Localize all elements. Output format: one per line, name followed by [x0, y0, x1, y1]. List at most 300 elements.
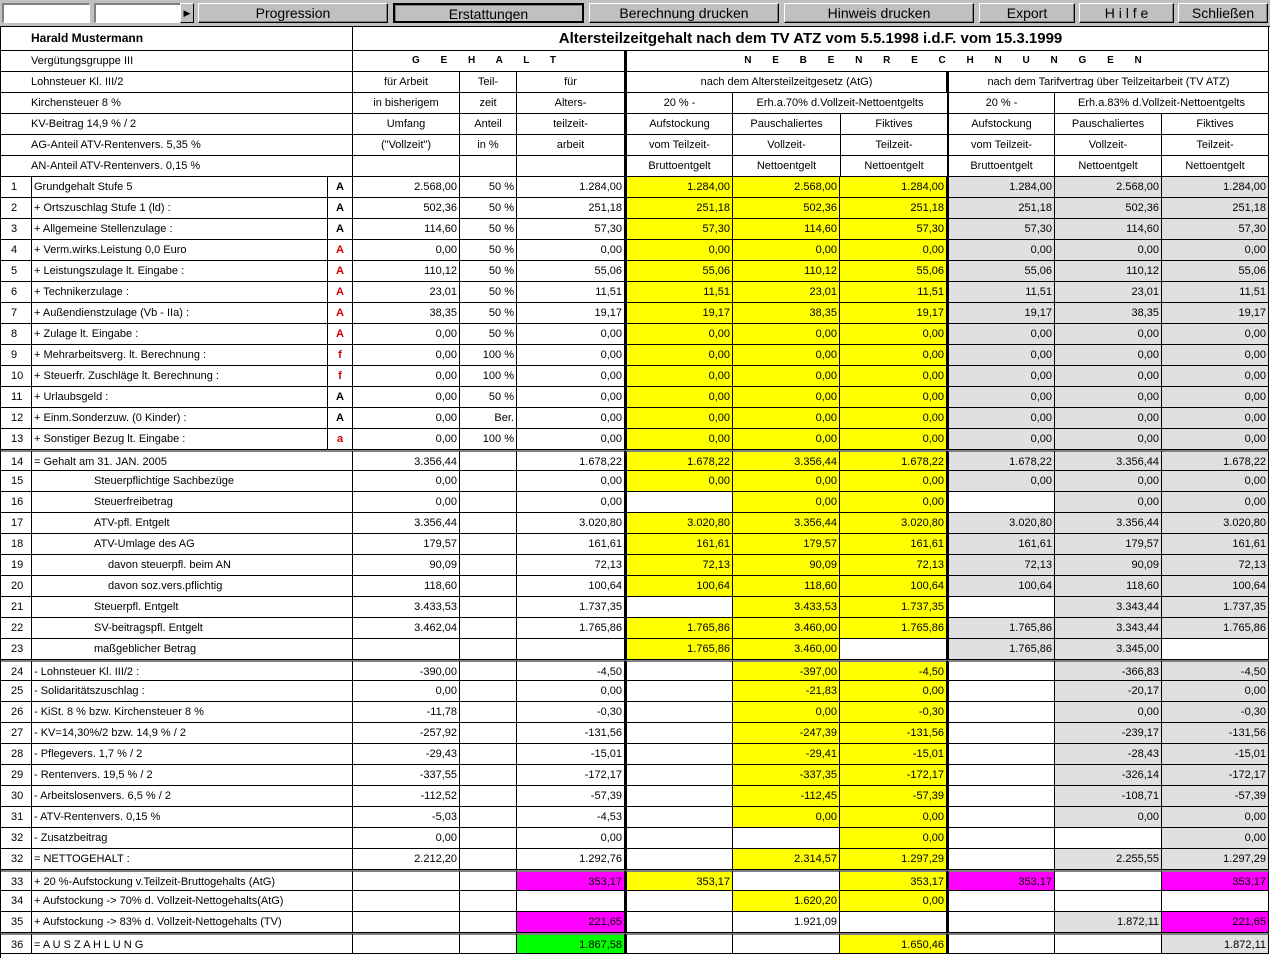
row-label: + Ortszuschlag Stufe 1 (ld) : — [32, 198, 328, 219]
value-cell: 3.433,53 — [353, 597, 460, 618]
value-cell: 221,65 — [517, 912, 625, 933]
row-number: 5 — [1, 261, 32, 282]
value-cell: 0,00 — [733, 429, 840, 450]
gehalt-column-header: ("Vollzeit") — [353, 135, 460, 156]
value-cell — [460, 597, 517, 618]
value-cell: 251,18 — [840, 198, 947, 219]
nebenrechnungen-header: N E B E N R E C H N U N G E N — [625, 51, 1269, 72]
value-cell: 0,00 — [517, 681, 625, 702]
value-cell: 3.343,44 — [1055, 597, 1162, 618]
sub-header-a: Bruttoentgelt — [625, 156, 733, 177]
value-cell: 0,00 — [625, 429, 733, 450]
value-cell: 23,01 — [733, 282, 840, 303]
value-cell: 2.568,00 — [733, 177, 840, 198]
value-cell: 114,60 — [1055, 219, 1162, 240]
value-cell: 3.020,80 — [517, 513, 625, 534]
value-cell: -28,43 — [1055, 744, 1162, 765]
value-cell: 0,00 — [517, 324, 625, 345]
value-cell: 0,00 — [353, 366, 460, 387]
value-cell: 0,00 — [353, 345, 460, 366]
erstattungen-button[interactable]: Erstattungen — [393, 3, 584, 23]
value-cell: 1.737,35 — [1162, 597, 1269, 618]
value-cell: 1.765,86 — [625, 639, 733, 660]
value-cell: 2.212,20 — [353, 849, 460, 870]
value-cell — [460, 870, 517, 891]
value-cell: 19,17 — [947, 303, 1055, 324]
gehalt-column-header: Anteil — [460, 114, 517, 135]
value-cell — [625, 744, 733, 765]
value-cell: 0,00 — [517, 408, 625, 429]
value-cell: -29,41 — [733, 744, 840, 765]
row-flag: A — [328, 408, 353, 429]
value-cell: 0,00 — [1162, 366, 1269, 387]
row-flag: A — [328, 303, 353, 324]
value-cell: 50 % — [460, 240, 517, 261]
value-cell — [625, 891, 733, 912]
value-cell: -366,83 — [1055, 660, 1162, 681]
row-label: - Rentenvers. 19,5 % / 2 — [32, 765, 353, 786]
sub-header-c: Nettoentgelt — [1162, 156, 1269, 177]
value-cell: 57,30 — [947, 219, 1055, 240]
gehalt-column-header-blank — [353, 156, 460, 177]
value-cell: -57,39 — [840, 786, 947, 807]
row-label: + Sonstiger Bezug lt. Eingabe : — [32, 429, 328, 450]
row-number: 35 — [1, 912, 32, 933]
value-cell: 72,13 — [947, 555, 1055, 576]
row-number: 21 — [1, 597, 32, 618]
value-cell: 161,61 — [947, 534, 1055, 555]
value-cell: 0,00 — [733, 702, 840, 723]
value-cell: Ber. — [460, 408, 517, 429]
value-cell: 1.765,86 — [947, 639, 1055, 660]
value-cell: 38,35 — [1055, 303, 1162, 324]
row-label: + 20 %-Aufstockung v.Teilzeit-Bruttogehalts (AtG) — [32, 870, 353, 891]
value-cell — [733, 870, 840, 891]
row-number: 20 — [1, 576, 32, 597]
row-number: 18 — [1, 534, 32, 555]
row-flag: A — [328, 219, 353, 240]
value-cell — [460, 744, 517, 765]
toolbar — [0, 0, 1270, 26]
row-number: 6 — [1, 282, 32, 303]
value-cell: 0,00 — [1162, 429, 1269, 450]
value-cell: 1.765,86 — [517, 618, 625, 639]
value-cell: 100,64 — [1162, 576, 1269, 597]
value-cell — [1055, 933, 1162, 954]
value-cell: 1.284,00 — [840, 177, 947, 198]
value-cell: 19,17 — [1162, 303, 1269, 324]
value-cell: 161,61 — [625, 534, 733, 555]
value-cell — [1055, 891, 1162, 912]
value-cell: 353,17 — [947, 870, 1055, 891]
value-cell: 100 % — [460, 429, 517, 450]
value-cell — [625, 849, 733, 870]
value-cell — [625, 933, 733, 954]
value-cell — [460, 702, 517, 723]
value-cell: 50 % — [460, 198, 517, 219]
value-cell: 110,12 — [1055, 261, 1162, 282]
sub-header-c: Nettoentgelt — [841, 156, 948, 177]
schliessen-button[interactable]: Schließen — [1178, 3, 1268, 23]
gehalt-column-header: Umfang — [353, 114, 460, 135]
value-cell — [625, 723, 733, 744]
value-cell: 110,12 — [733, 261, 840, 282]
value-cell: -131,56 — [840, 723, 947, 744]
row-number: 17 — [1, 513, 32, 534]
value-cell — [625, 912, 733, 933]
value-cell: 0,00 — [1055, 429, 1162, 450]
value-cell: -0,30 — [517, 702, 625, 723]
value-cell — [460, 534, 517, 555]
value-cell: 1.678,22 — [947, 450, 1055, 471]
value-cell: -326,14 — [1055, 765, 1162, 786]
value-cell: 2.568,00 — [353, 177, 460, 198]
row-label: + Allgemeine Stellenzulage : — [32, 219, 328, 240]
row-number: 9 — [1, 345, 32, 366]
value-cell: 57,30 — [517, 219, 625, 240]
value-cell: 110,12 — [353, 261, 460, 282]
value-cell — [625, 492, 733, 513]
value-cell: 1.765,86 — [947, 618, 1055, 639]
value-cell: 1.284,00 — [947, 177, 1055, 198]
gehalt-column-header: in % — [460, 135, 517, 156]
value-cell: 100,64 — [625, 576, 733, 597]
value-cell: 3.020,80 — [947, 513, 1055, 534]
value-cell — [460, 513, 517, 534]
berechnung-drucken-button[interactable]: Berechnung drucken — [589, 3, 779, 23]
employee-info: Vergütungsgruppe III — [1, 51, 353, 72]
value-cell: 38,35 — [733, 303, 840, 324]
row-number: 12 — [1, 408, 32, 429]
value-cell: 0,00 — [1162, 807, 1269, 828]
value-cell: 1.297,29 — [1162, 849, 1269, 870]
value-cell: 19,17 — [517, 303, 625, 324]
value-cell: 0,00 — [840, 807, 947, 828]
value-cell: -4,50 — [1162, 660, 1269, 681]
value-cell — [460, 492, 517, 513]
value-cell: -11,78 — [353, 702, 460, 723]
value-cell: 118,60 — [353, 576, 460, 597]
value-cell: 179,57 — [353, 534, 460, 555]
value-cell: 0,00 — [1162, 681, 1269, 702]
value-cell: -131,56 — [517, 723, 625, 744]
row-label: - Zusatzbeitrag — [32, 828, 353, 849]
value-cell: 251,18 — [517, 198, 625, 219]
selector-field[interactable] — [94, 3, 182, 23]
value-cell: 0,00 — [1055, 471, 1162, 492]
value-cell — [353, 639, 460, 660]
hilfe-button[interactable]: H i l f e — [1079, 3, 1174, 23]
value-cell: -57,39 — [1162, 786, 1269, 807]
value-cell: 1.765,86 — [840, 618, 947, 639]
value-cell: 0,00 — [1162, 324, 1269, 345]
value-cell: 1.678,22 — [517, 450, 625, 471]
value-cell — [353, 912, 460, 933]
value-cell: 55,06 — [517, 261, 625, 282]
value-cell: 0,00 — [517, 240, 625, 261]
sub-header-b: Vollzeit- — [733, 135, 841, 156]
row-number: 28 — [1, 744, 32, 765]
value-cell: 1.284,00 — [625, 177, 733, 198]
value-cell — [947, 786, 1055, 807]
value-cell: 72,13 — [1162, 555, 1269, 576]
row-number: 26 — [1, 702, 32, 723]
value-cell: 1.650,46 — [840, 933, 947, 954]
value-cell — [840, 912, 947, 933]
value-cell: 0,00 — [517, 387, 625, 408]
value-cell: 11,51 — [517, 282, 625, 303]
row-number: 2 — [1, 198, 32, 219]
value-cell: 0,00 — [625, 345, 733, 366]
sub-header-c: Teilzeit- — [841, 135, 948, 156]
value-cell — [947, 849, 1055, 870]
value-cell — [1162, 891, 1269, 912]
value-cell: -172,17 — [1162, 765, 1269, 786]
row-label: = Gehalt am 31. JAN. 2005 — [32, 450, 353, 471]
value-cell: 0,00 — [840, 891, 947, 912]
row-number: 32 — [1, 828, 32, 849]
value-cell: 0,00 — [353, 471, 460, 492]
value-cell: 0,00 — [947, 387, 1055, 408]
sub-header-a: Aufstockung — [625, 114, 733, 135]
value-cell: 251,18 — [947, 198, 1055, 219]
value-cell — [517, 639, 625, 660]
value-cell — [840, 639, 947, 660]
value-cell: 0,00 — [840, 681, 947, 702]
value-cell: 0,00 — [947, 408, 1055, 429]
row-label: - Arbeitslosenvers. 6,5 % / 2 — [32, 786, 353, 807]
value-cell — [460, 555, 517, 576]
value-cell: 1.678,22 — [625, 450, 733, 471]
value-cell: -172,17 — [517, 765, 625, 786]
row-number: 29 — [1, 765, 32, 786]
value-cell: 0,00 — [840, 471, 947, 492]
value-cell: 19,17 — [625, 303, 733, 324]
progression-button[interactable]: Progression — [198, 3, 388, 23]
value-cell: -247,39 — [733, 723, 840, 744]
sub-header-c: Fiktives — [1162, 114, 1269, 135]
sub-header-a: Aufstockung — [947, 114, 1055, 135]
value-cell — [460, 891, 517, 912]
value-cell: 3.460,00 — [733, 618, 840, 639]
value-cell: 50 % — [460, 324, 517, 345]
row-label: - KV=14,30%/2 bzw. 14,9 % / 2 — [32, 723, 353, 744]
value-cell: 50 % — [460, 282, 517, 303]
value-cell: 3.020,80 — [1162, 513, 1269, 534]
value-cell: 100 % — [460, 345, 517, 366]
sub-header-b: Pauschaliertes — [1055, 114, 1162, 135]
value-cell: 0,00 — [840, 492, 947, 513]
value-cell: -172,17 — [840, 765, 947, 786]
value-cell: 118,60 — [733, 576, 840, 597]
value-cell: 3.433,53 — [733, 597, 840, 618]
value-cell: -337,55 — [353, 765, 460, 786]
value-cell: 90,09 — [353, 555, 460, 576]
gehalt-column-header: teilzeit- — [517, 114, 625, 135]
row-number: 34 — [1, 891, 32, 912]
value-cell: 0,00 — [733, 366, 840, 387]
value-cell: -15,01 — [840, 744, 947, 765]
record-field[interactable] — [2, 3, 90, 23]
value-cell: -4,50 — [517, 660, 625, 681]
value-cell: 0,00 — [1055, 324, 1162, 345]
value-cell: 0,00 — [947, 240, 1055, 261]
sub-header-b: Nettoentgelt — [733, 156, 841, 177]
atg-group-header: nach dem Altersteilzeitgesetz (AtG) — [625, 72, 947, 93]
gehalt-column-header: für — [517, 72, 625, 93]
value-cell: 0,00 — [353, 429, 460, 450]
value-cell: 1.678,22 — [840, 450, 947, 471]
sub-header-c: Teilzeit- — [1162, 135, 1269, 156]
value-cell: 11,51 — [625, 282, 733, 303]
value-cell — [460, 933, 517, 954]
value-cell: 3.356,44 — [1055, 450, 1162, 471]
gehalt-column-header: in bisherigem — [353, 93, 460, 114]
value-cell: 0,00 — [1162, 471, 1269, 492]
value-cell: 3.356,44 — [353, 450, 460, 471]
value-cell: 251,18 — [1162, 198, 1269, 219]
value-cell: 0,00 — [1055, 807, 1162, 828]
value-cell — [947, 912, 1055, 933]
row-label: Steuerpfl. Entgelt — [32, 597, 353, 618]
value-cell: 1.921,09 — [733, 912, 840, 933]
row-label: + Leistungszulage lt. Eingabe : — [32, 261, 328, 282]
row-number: 15 — [1, 471, 32, 492]
value-cell: 0,00 — [733, 387, 840, 408]
value-cell: -15,01 — [1162, 744, 1269, 765]
value-cell — [353, 933, 460, 954]
value-cell: 0,00 — [733, 408, 840, 429]
row-number: 10 — [1, 366, 32, 387]
value-cell: 3.356,44 — [1055, 513, 1162, 534]
value-cell: -112,52 — [353, 786, 460, 807]
row-label: + Verm.wirks.Leistung 0,0 Euro — [32, 240, 328, 261]
gehalt-column-header: zeit — [460, 93, 517, 114]
row-label: ATV-pfl. Entgelt — [32, 513, 353, 534]
gehalt-column-header: Teil- — [460, 72, 517, 93]
row-number: 7 — [1, 303, 32, 324]
value-cell: 0,00 — [1162, 408, 1269, 429]
value-cell: 50 % — [460, 303, 517, 324]
value-cell: 100 % — [460, 366, 517, 387]
value-cell: 0,00 — [947, 429, 1055, 450]
value-cell: 0,00 — [1162, 345, 1269, 366]
row-label: - ATV-Rentenvers. 0,15 % — [32, 807, 353, 828]
row-label: = NETTOGEHALT : — [32, 849, 353, 870]
row-label: + Einm.Sonderzuw. (0 Kinder) : — [32, 408, 328, 429]
value-cell — [947, 828, 1055, 849]
value-cell: 100,64 — [840, 576, 947, 597]
sub-header-b: Erh.a.70% d.Vollzeit-Nettoentgelts — [733, 93, 948, 114]
value-cell: 0,00 — [840, 324, 947, 345]
value-cell: 50 % — [460, 177, 517, 198]
row-number: 4 — [1, 240, 32, 261]
value-cell — [460, 765, 517, 786]
row-number: 23 — [1, 639, 32, 660]
gehalt-column-header-blank — [517, 156, 625, 177]
value-cell: 0,00 — [625, 324, 733, 345]
value-cell: 0,00 — [947, 345, 1055, 366]
row-label: - KiSt. 8 % bzw. Kirchensteuer 8 % — [32, 702, 353, 723]
value-cell: 161,61 — [1162, 534, 1269, 555]
value-cell — [947, 765, 1055, 786]
row-label: ATV-Umlage des AG — [32, 534, 353, 555]
row-flag: A — [328, 240, 353, 261]
row-label: + Aufstockung -> 70% d. Vollzeit-Nettogehalts(AtG) — [32, 891, 353, 912]
sub-header-a: vom Teilzeit- — [947, 135, 1055, 156]
value-cell — [947, 807, 1055, 828]
value-cell — [1162, 639, 1269, 660]
row-label: maßgeblicher Betrag — [32, 639, 353, 660]
value-cell: 0,00 — [840, 828, 947, 849]
value-cell — [460, 723, 517, 744]
value-cell: 0,00 — [840, 408, 947, 429]
employee-info: KV-Beitrag 14,9 % / 2 — [1, 114, 353, 135]
value-cell: -0,30 — [840, 702, 947, 723]
row-label: - Solidaritätszuschlag : — [32, 681, 353, 702]
value-cell — [625, 786, 733, 807]
hinweis-drucken-button[interactable]: Hinweis drucken — [784, 3, 974, 23]
value-cell: 0,00 — [947, 471, 1055, 492]
row-label: + Außendienstzulage (Vb - IIa) : — [32, 303, 328, 324]
value-cell: 50 % — [460, 219, 517, 240]
value-cell: 0,00 — [733, 492, 840, 513]
row-number: 30 — [1, 786, 32, 807]
value-cell: 1.620,20 — [733, 891, 840, 912]
value-cell: 55,06 — [947, 261, 1055, 282]
value-cell: 0,00 — [625, 240, 733, 261]
value-cell — [460, 471, 517, 492]
row-number: 1 — [1, 177, 32, 198]
row-flag: A — [328, 324, 353, 345]
value-cell: 179,57 — [733, 534, 840, 555]
value-cell: 3.020,80 — [625, 513, 733, 534]
value-cell — [625, 681, 733, 702]
value-cell: 23,01 — [1055, 282, 1162, 303]
export-button[interactable]: Export — [979, 3, 1075, 23]
value-cell: 502,36 — [1055, 198, 1162, 219]
combo-arrow-icon[interactable]: ▶ — [180, 3, 194, 23]
value-cell — [460, 660, 517, 681]
value-cell: 100,64 — [517, 576, 625, 597]
value-cell: 0,00 — [1055, 408, 1162, 429]
value-cell: -239,17 — [1055, 723, 1162, 744]
value-cell: 0,00 — [733, 324, 840, 345]
value-cell: 72,13 — [625, 555, 733, 576]
value-cell: -0,30 — [1162, 702, 1269, 723]
value-cell — [353, 870, 460, 891]
value-cell: 1.765,86 — [625, 618, 733, 639]
value-cell: -5,03 — [353, 807, 460, 828]
gehalt-column-header-blank — [460, 156, 517, 177]
sub-header-b: Nettoentgelt — [1055, 156, 1162, 177]
value-cell — [625, 828, 733, 849]
value-cell — [947, 681, 1055, 702]
value-cell: 502,36 — [733, 198, 840, 219]
value-cell: 0,00 — [1055, 492, 1162, 513]
value-cell: 55,06 — [625, 261, 733, 282]
value-cell: 3.356,44 — [733, 450, 840, 471]
row-flag: f — [328, 366, 353, 387]
value-cell: 0,00 — [733, 807, 840, 828]
value-cell: 90,09 — [1055, 555, 1162, 576]
value-cell: 353,17 — [840, 870, 947, 891]
value-cell: 1.765,86 — [1162, 618, 1269, 639]
value-cell: 2.255,55 — [1055, 849, 1162, 870]
row-number: 36 — [1, 933, 32, 954]
row-label: + Steuerfr. Zuschläge lt. Berechnung : — [32, 366, 328, 387]
value-cell: 3.356,44 — [353, 513, 460, 534]
